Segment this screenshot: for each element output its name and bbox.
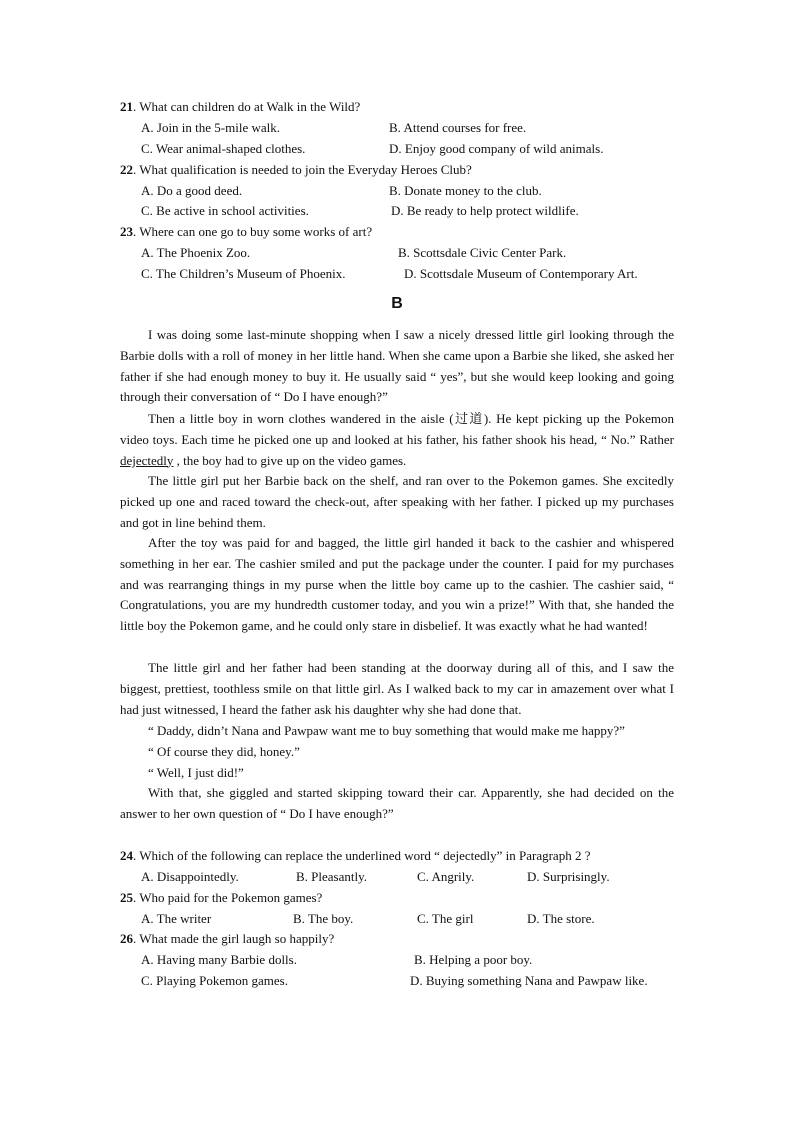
question-text: . What qualification is needed to join the Everyday Heroes Club? <box>133 162 472 177</box>
question-22 <box>120 162 472 178</box>
question-number: 21 <box>120 99 133 114</box>
section-title: B <box>391 295 403 312</box>
option-c: C. Be active in school activities. <box>141 203 309 218</box>
option-a: A. Disappointedly. <box>141 869 239 884</box>
dialogue-line-2: “ Of course they did, honey.” <box>148 744 300 759</box>
option-d: D. Scottsdale Museum of Contemporary Art. <box>404 266 638 281</box>
question-21 <box>120 99 360 115</box>
question-25 <box>120 890 322 906</box>
passage-paragraph-5: The little girl and her father had been standing at the doorway during all of this, and I saw the biggest, prettiest, toothless smile on that little girl. As I walked back to my car in amazement over what I had just witnessed, I heard the father ask his daughter why she had done that. <box>120 660 674 717</box>
option-c: C. The Children’s Museum of Phoenix. <box>141 266 346 281</box>
question-number: 22 <box>120 162 133 177</box>
passage-paragraph-6: With that, she giggled and started skipping toward their car. Apparently, she had decided on the answer to her own question of “ Do I have enough?” <box>120 785 674 821</box>
question-24 <box>120 848 590 864</box>
passage-paragraph-1: I was doing some last-minute shopping when I saw a nicely dressed little girl looking through the Barbie dolls with a roll of money in her little hand. When she came upon a Barbie she liked, she asked her father if she had enough money to buy it. He usually said “ yes”, but she would keep looking and going through their conversation of “ Do I have enough?” <box>120 327 674 405</box>
option-b: B. Pleasantly. <box>296 869 368 884</box>
option-d: D. The store. <box>527 911 595 926</box>
option-b: B. Donate money to the club. <box>389 183 542 198</box>
option-a: A. The writer <box>141 911 212 926</box>
paragraph-text: Then a little boy in worn clothes wandered in the aisle (过道). He kept picking up the Pokemon video toys. Each time he picked one up and looked at his father, his father shook his head, “ No.” Rather <box>120 411 674 447</box>
dialogue-line-3: “ Well, I just did!” <box>148 765 244 780</box>
passage-paragraph-4: After the toy was paid for and bagged, the little girl handed it back to the cashier and whispered something in her ear. The cashier smiled and put the package under the counter. I paid for my purchases and was rearranging things in my purse when the little boy came up to the cashier. The cashier said, “ Congratulations, you are my hundredth customer today, and you win a prize!” With that, she handed the little boy the Pokemon game, and he could only stare in disbelief. It was exactly what he had wanted! <box>120 535 674 634</box>
question-number: 23 <box>120 224 133 239</box>
passage-paragraph-3: The little girl put her Barbie back on the shelf, and ran over to the Pokemon games. She excitedly picked up one and raced toward the check-out, after speaking with her father. I picked up my purchases and got in line behind them. <box>120 473 674 530</box>
question-23 <box>120 224 372 240</box>
option-a: A. Join in the 5-mile walk. <box>141 120 281 135</box>
option-c: C. Angrily. <box>417 869 475 884</box>
option-a: A. The Phoenix Zoo. <box>141 245 251 260</box>
option-c: C. Playing Pokemon games. <box>141 973 288 988</box>
option-b: B. Attend courses for free. <box>389 120 527 135</box>
option-d: D. Enjoy good company of wild animals. <box>389 141 604 156</box>
option-b: B. Helping a poor boy. <box>414 952 533 967</box>
passage-paragraph-2 <box>120 409 674 471</box>
paragraph-text: , the boy had to give up on the video games. <box>173 452 407 468</box>
question-text: . What made the girl laugh so happily? <box>133 931 335 946</box>
option-d: D. Buying something Nana and Pawpaw like. <box>410 973 648 988</box>
question-text: . Where can one go to buy some works of art? <box>133 224 373 239</box>
question-text: . What can children do at Walk in the Wild? <box>133 99 361 114</box>
option-a: A. Do a good deed. <box>141 183 243 198</box>
question-text: . Who paid for the Pokemon games? <box>133 890 323 905</box>
question-26 <box>120 931 334 947</box>
option-d: D. Surprisingly. <box>527 869 610 884</box>
option-d: D. Be ready to help protect wildlife. <box>391 203 579 218</box>
dialogue-line-1: “ Daddy, didn’t Nana and Pawpaw want me to buy something that would make me happy?” <box>148 723 625 738</box>
option-c: C. The girl <box>417 911 474 926</box>
question-number: 25 <box>120 890 133 905</box>
question-text: . Which of the following can replace the underlined word “ dejectedly” in Paragraph 2 ? <box>133 848 591 863</box>
question-number: 24 <box>120 848 133 863</box>
option-c: C. Wear animal-shaped clothes. <box>141 141 306 156</box>
option-b: B. The boy. <box>293 911 354 926</box>
option-a: A. Having many Barbie dolls. <box>141 952 297 967</box>
question-number: 26 <box>120 931 133 946</box>
option-b: B. Scottsdale Civic Center Park. <box>398 245 567 260</box>
underlined-word: dejectedly <box>120 452 174 468</box>
